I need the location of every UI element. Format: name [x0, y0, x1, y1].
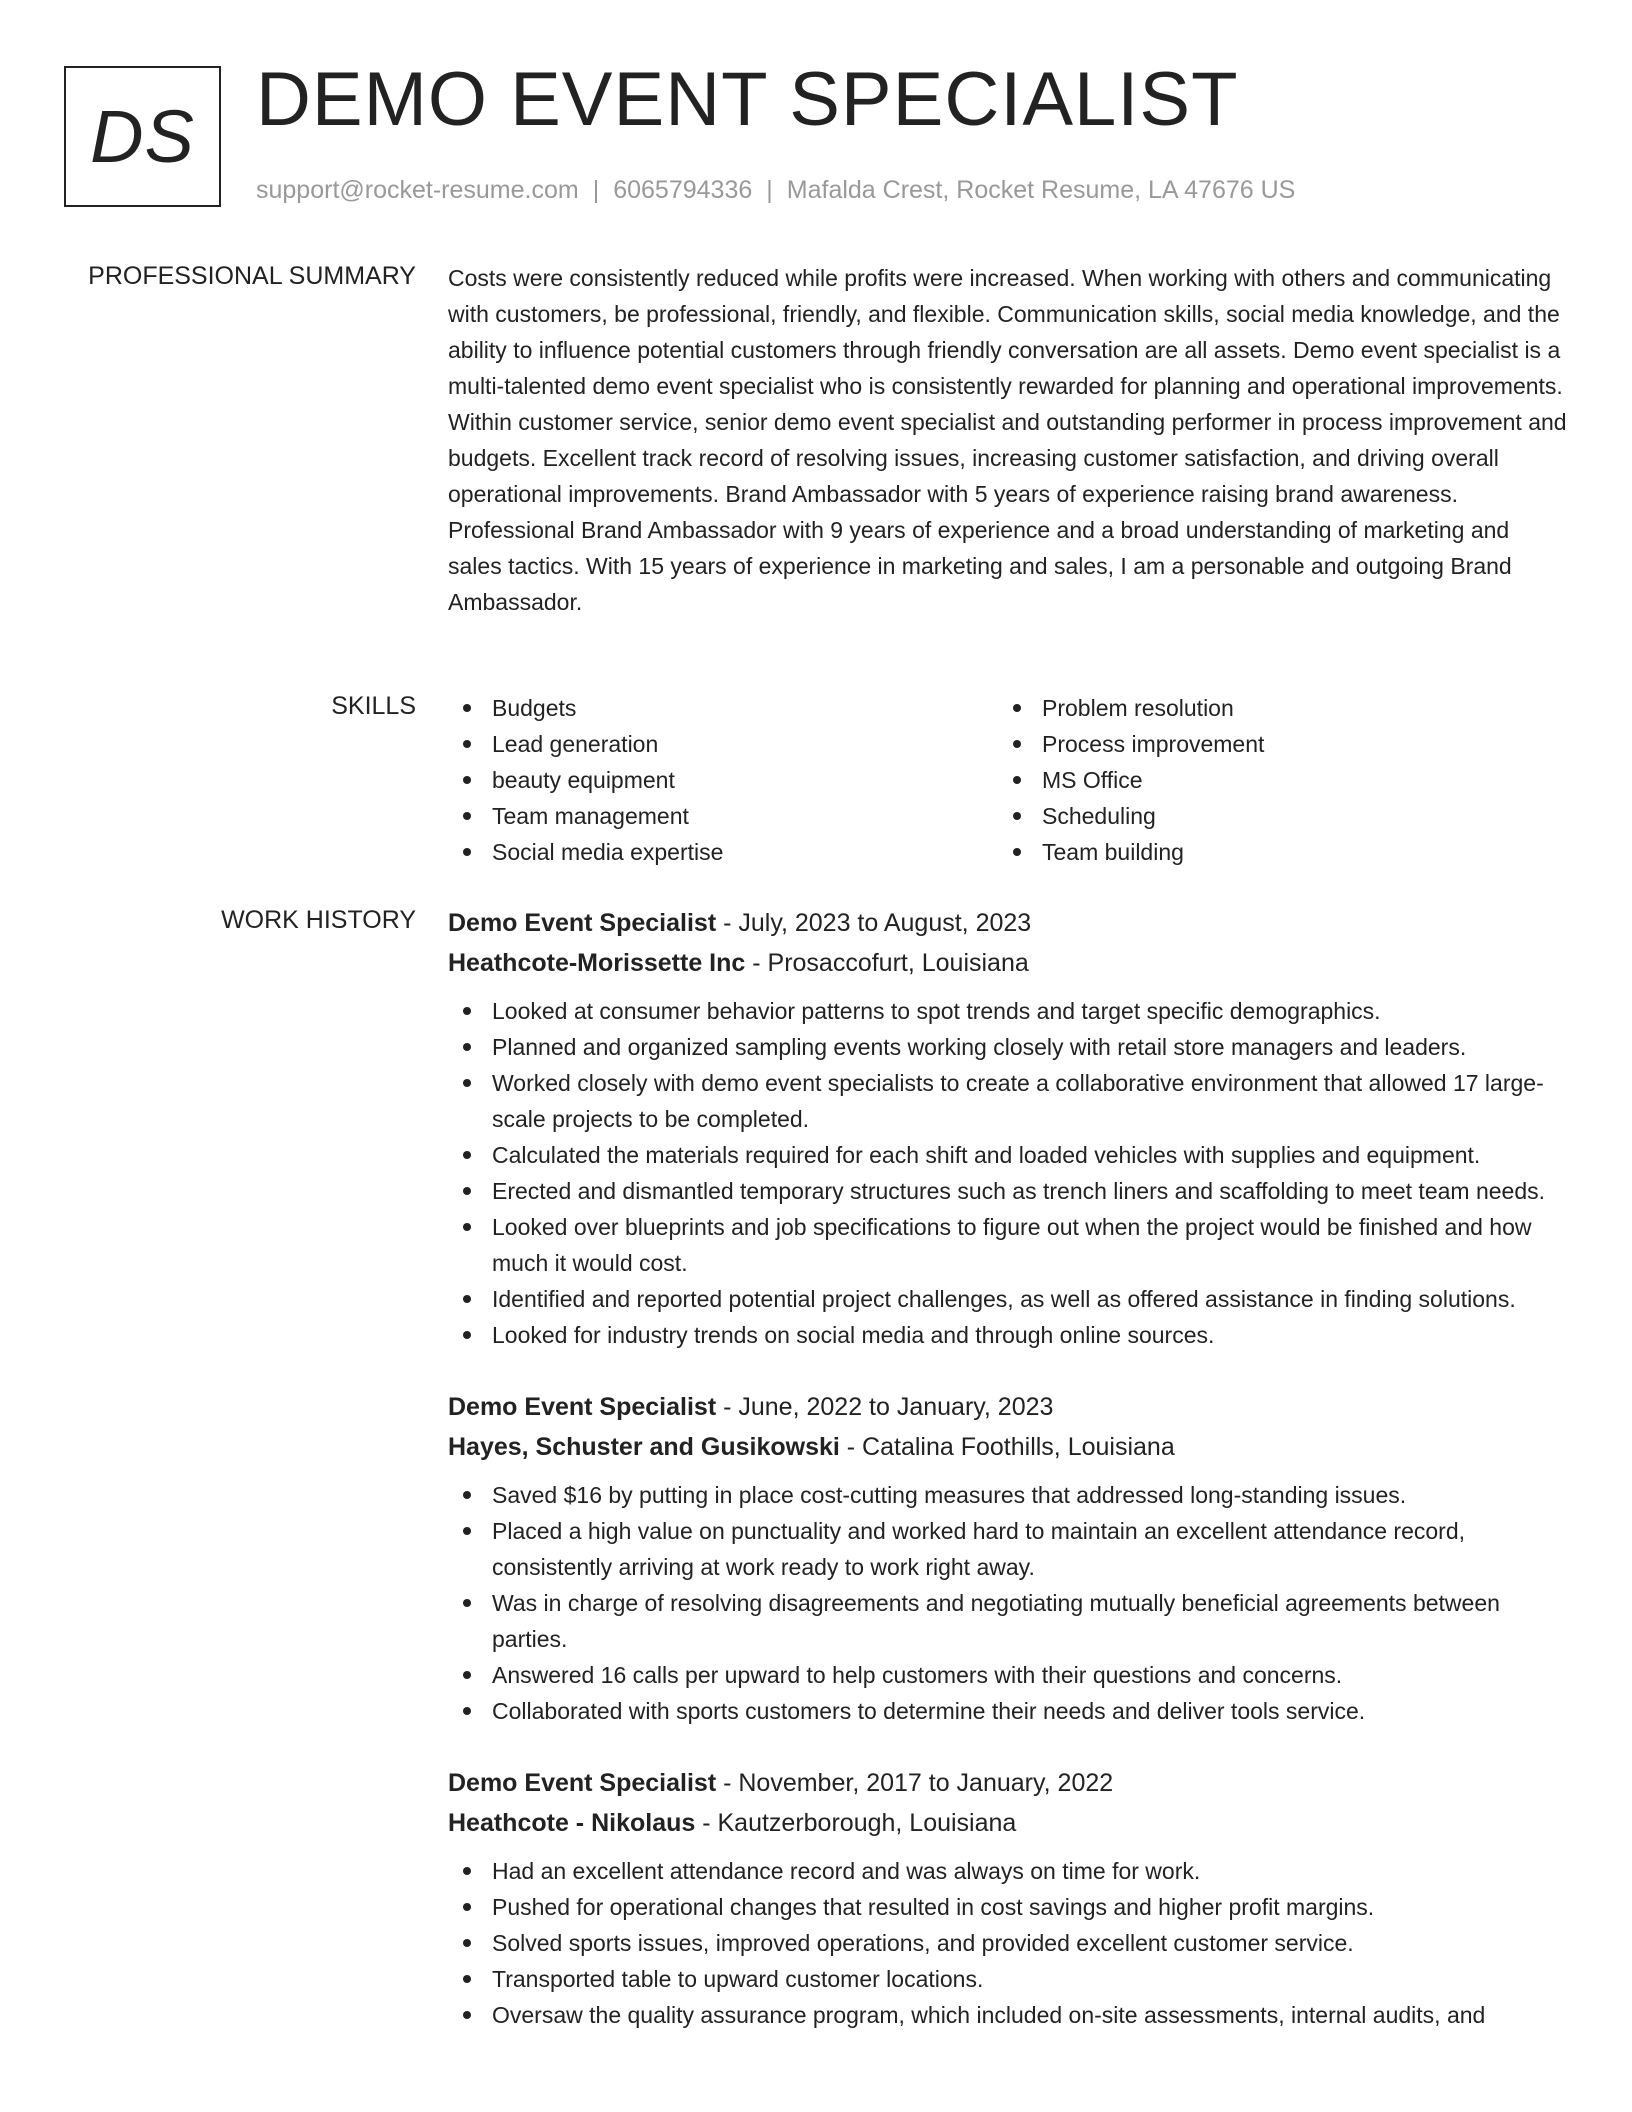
skills-column-left	[448, 690, 998, 870]
job-bullet: Looked over blueprints and job specifications to figure out when the project would be finished and how much it would cost.	[448, 1209, 1568, 1281]
skills-column-right	[998, 690, 1548, 870]
job-company: Hayes, Schuster and Gusikowski	[448, 1433, 840, 1461]
job-location: - Catalina Foothills, Louisiana	[839, 1433, 1175, 1461]
skill-item: Social media expertise	[448, 834, 998, 870]
job-bullet: Saved $16 by putting in place cost-cutting measures that addressed long-standing issues.	[448, 1477, 1568, 1513]
job-company: Heathcote - Nikolaus	[448, 1809, 696, 1837]
section-label-skills: SKILLS	[331, 692, 416, 720]
job-bullet: Placed a high value on punctuality and worked hard to maintain an excellent attendance record, consistently arriving at work ready to work right away.	[448, 1513, 1568, 1585]
job-bullet: Worked closely with demo event specialists to create a collaborative environment that allowed 17 large-scale projects to be completed.	[448, 1065, 1568, 1137]
job-title-line	[448, 903, 1568, 943]
section-label-work-history: WORK HISTORY	[221, 906, 416, 934]
job-title: Demo Event Specialist	[448, 1769, 717, 1797]
job-bullet: Pushed for operational changes that resulted in cost savings and higher profit margins.	[448, 1889, 1568, 1925]
job-entry	[448, 1763, 1568, 2033]
contact-phone: 6065794336	[613, 176, 753, 204]
job-bullet: Calculated the materials required for each shift and loaded vehicles with supplies and equipment.	[448, 1137, 1568, 1173]
job-bullet: Identified and reported potential project challenges, as well as offered assistance in finding solutions.	[448, 1281, 1568, 1317]
job-title: Demo Event Specialist	[448, 1393, 717, 1421]
job-dates: - November, 2017 to January, 2022	[716, 1769, 1114, 1797]
skill-item: Scheduling	[998, 798, 1548, 834]
job-dates: - July, 2023 to August, 2023	[716, 909, 1032, 937]
skill-item: beauty equipment	[448, 762, 998, 798]
contact-address: Mafalda Crest, Rocket Resume, LA 47676 US	[786, 176, 1296, 204]
job-entry	[448, 1387, 1568, 1729]
job-company: Heathcote-Morissette Inc	[448, 949, 746, 977]
contact-separator: |	[766, 176, 773, 204]
monogram-badge: DS	[64, 66, 221, 207]
job-bullet: Had an excellent attendance record and was always on time for work.	[448, 1853, 1568, 1889]
job-dates: - June, 2022 to January, 2023	[716, 1393, 1054, 1421]
job-bullet: Answered 16 calls per upward to help customers with their questions and concerns.	[448, 1657, 1568, 1693]
job-bullet: Collaborated with sports customers to determine their needs and deliver tools service.	[448, 1693, 1568, 1729]
contact-email: support@rocket-resume.com	[256, 176, 579, 204]
job-bullet: Looked at consumer behavior patterns to spot trends and target specific demographics.	[448, 993, 1568, 1029]
job-bullets	[448, 1853, 1568, 2033]
skill-item: MS Office	[998, 762, 1548, 798]
job-bullets	[448, 1477, 1568, 1729]
job-bullet: Erected and dismantled temporary structures such as trench liners and scaffolding to meet team needs.	[448, 1173, 1568, 1209]
job-bullets	[448, 993, 1568, 1353]
job-company-line	[448, 943, 1568, 983]
work-history	[448, 903, 1568, 2067]
candidate-name: DEMO EVENT SPECIALIST	[256, 57, 1239, 142]
skill-item: Process improvement	[998, 726, 1548, 762]
skill-item: Budgets	[448, 690, 998, 726]
skills-list	[448, 690, 1568, 870]
job-bullet: Transported table to upward customer locations.	[448, 1961, 1568, 1997]
job-company-line	[448, 1427, 1568, 1467]
job-bullet: Oversaw the quality assurance program, which included on-site assessments, internal audits, and	[448, 1997, 1568, 2033]
job-bullet: Looked for industry trends on social media and through online sources.	[448, 1317, 1568, 1353]
section-label-summary: PROFESSIONAL SUMMARY	[88, 262, 416, 290]
job-bullet: Solved sports issues, improved operations, and provided excellent customer service.	[448, 1925, 1568, 1961]
job-location: - Kautzerborough, Louisiana	[695, 1809, 1017, 1837]
skill-item: Team building	[998, 834, 1548, 870]
job-entry	[448, 903, 1568, 1353]
job-company-line	[448, 1803, 1568, 1843]
skill-item: Team management	[448, 798, 998, 834]
job-bullet: Was in charge of resolving disagreements and negotiating mutually beneficial agreements between parties.	[448, 1585, 1568, 1657]
contact-separator: |	[592, 176, 600, 204]
job-title-line	[448, 1387, 1568, 1427]
job-title: Demo Event Specialist	[448, 909, 717, 937]
contact-line	[256, 176, 1295, 205]
summary-text: Costs were consistently reduced while profits were increased. When working with others and communicating with customers, be professional, friendly, and flexible. Communication skills, social media knowledge, and the ability to influence potential customers through friendly conversation are all assets. Demo event specialist is a multi-talented demo event specialist who is consistently rewarded for planning and operational improvements. Within customer service, senior demo event specialist and outstanding performer in process improvement and budgets. Excellent track record of resolving issues, increasing customer satisfaction, and driving overall operational improvements. Brand Ambassador with 5 years of experience raising brand awareness. Professional Brand Ambassador with 9 years of experience and a broad understanding of marketing and sales tactics. With 15 years of experience in marketing and sales, I am a personable and outgoing Brand Ambassador.	[448, 265, 1567, 615]
skill-item: Lead generation	[448, 726, 998, 762]
skill-item: Problem resolution	[998, 690, 1548, 726]
job-location: - Prosaccofurt, Louisiana	[745, 949, 1029, 977]
job-title-line	[448, 1763, 1568, 1803]
job-bullet: Planned and organized sampling events working closely with retail store managers and leaders.	[448, 1029, 1568, 1065]
